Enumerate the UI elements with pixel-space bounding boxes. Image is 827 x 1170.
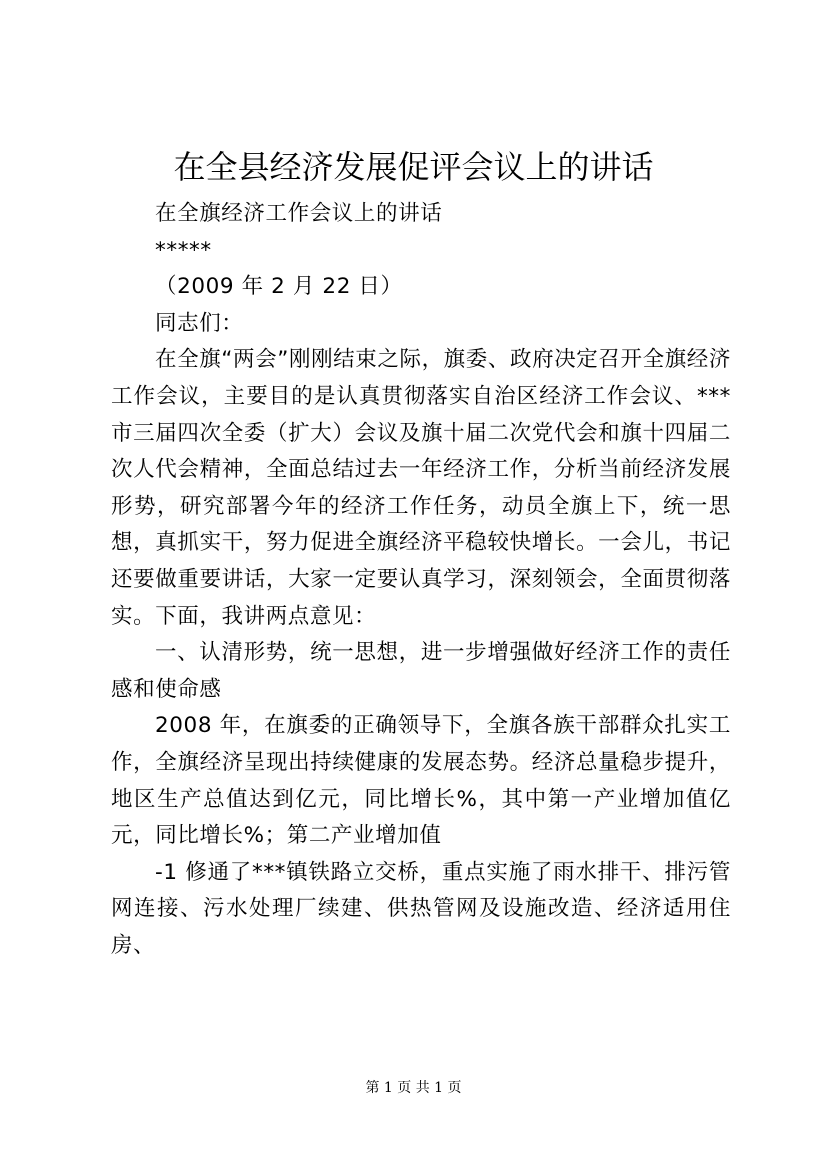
paragraph-subtitle: 在全旗经济工作会议上的讲话: [155, 201, 443, 226]
paragraph-salutation: 同志们：: [155, 310, 244, 336]
paragraph-economy-2008: 2008 年，在旗委的正确领导下，全旗各族干部群众扎实工作，全旗经济呈现出持续健康的发展态势。经济总量稳步提升，地区生产总值达到亿元，同比增长%，其中第一产业增加值亿元，同比增长%；第二产业增加值: [111, 713, 731, 849]
document-title: 在全县经济发展促评会议上的讲话: [173, 148, 654, 186]
paragraph-speaker: *****: [155, 237, 212, 263]
page-number-footer: 第 1 页 共 1 页: [365, 1080, 462, 1096]
paragraph-date: （2009 年 2 月 22 日）: [155, 274, 403, 300]
paragraph-infrastructure: -1 修通了***镇铁路立交桥，重点实施了雨水排干、排污管网连接、污水处理厂续建、供热管网及设施改造、经济适用住房、: [111, 859, 731, 958]
paragraph-intro: 在全旗“两会”刚刚结束之际，旗委、政府决定召开全旗经济工作会议，主要目的是认真贯彻落实自治区经济工作会议、***市三届四次全委（扩大）会议及旗十届二次党代会和旗十四届二次人代会精神，全面总结过去一年经济工作，分析当前经济发展形势，研究部署今年的经济工作任务，动员全旗上下，统一思想，真抓实干，努力促进全旗经济平稳较快增长。一会儿，书记还要做重要讲话，大家一定要认真学习，深刻领会，全面贯彻落实。下面，我讲两点意见：: [111, 347, 731, 629]
paragraph-section-heading: 一、认清形势，统一思想，进一步增强做好经济工作的责任感和使命感: [111, 640, 731, 702]
document-body: [111, 196, 731, 964]
